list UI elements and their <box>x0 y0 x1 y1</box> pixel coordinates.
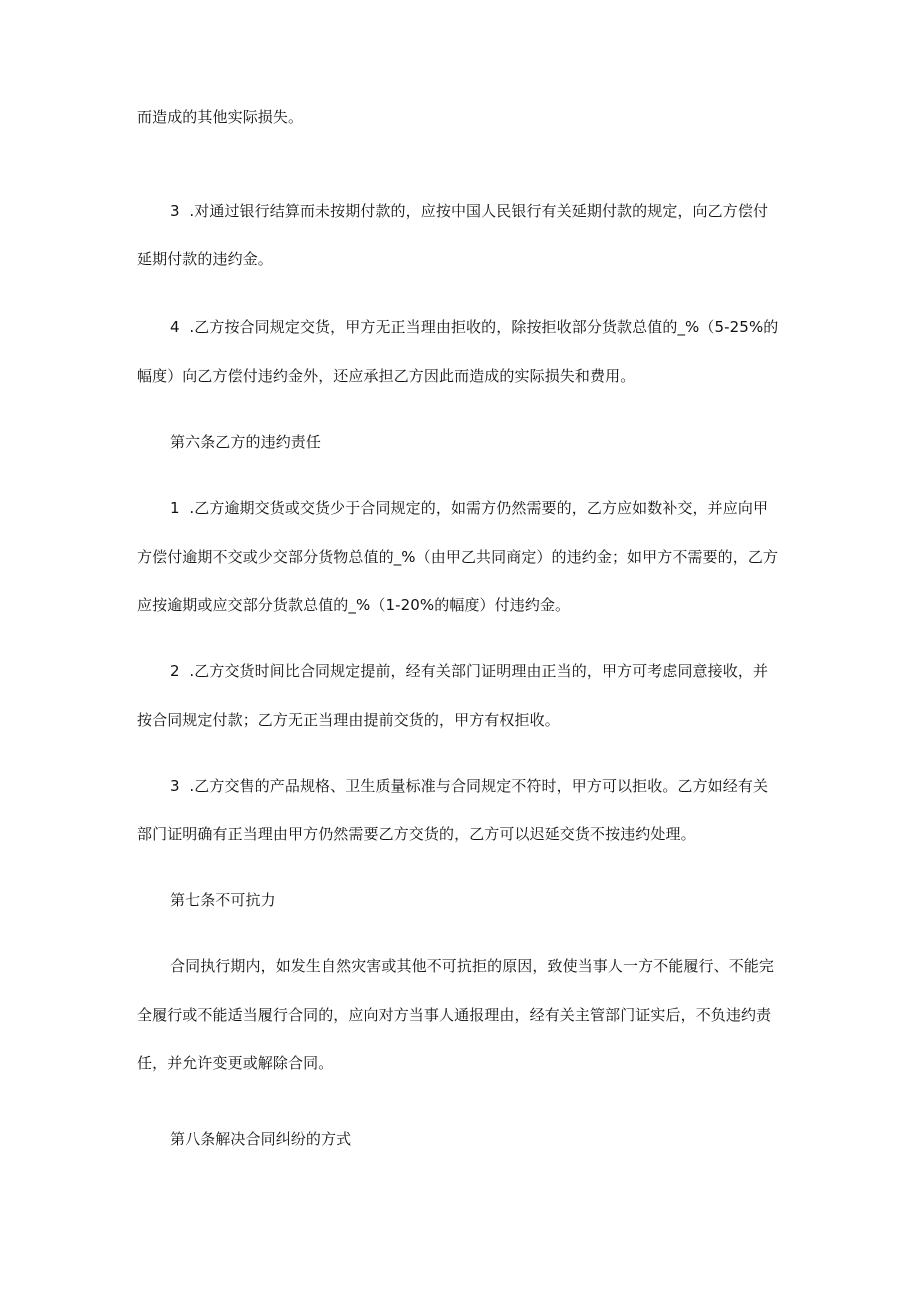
paragraph-line: 幅度）向乙方偿付违约金外，还应承担乙方因此而造成的实际损失和费用。 <box>137 367 636 385</box>
paragraph-line: 全履行或不能适当履行合同的，应向对方当事人通报理由，经有关主管部门证实后，不负违约责 <box>137 1006 772 1024</box>
section-heading: 第七条不可抗力 <box>170 891 276 909</box>
paragraph-line: 应按逾期或应交部分货款总值的_%（1-20%的幅度）付违约金。 <box>137 596 571 614</box>
section-heading: 第六条乙方的违约责任 <box>170 433 322 451</box>
paragraph-line: 任，并允许变更或解除合同。 <box>137 1054 334 1072</box>
paragraph-line: 方偿付逾期不交或少交部分货物总值的_%（由甲乙共同商定）的违约金；如甲方不需要的，乙方 <box>137 548 779 566</box>
section-heading: 第八条解决合同纠纷的方式 <box>170 1130 352 1148</box>
paragraph-line: 4 .乙方按合同规定交货，甲方无正当理由拒收的，除按拒收部分货款总值的_%（5-25%的 <box>170 318 779 336</box>
paragraph-line: 1 .乙方逾期交货或交货少于合同规定的，如需方仍然需要的，乙方应如数补交，并应向甲 <box>170 499 769 517</box>
paragraph-line: 合同执行期内，如发生自然灾害或其他不可抗拒的原因，致使当事人一方不能履行、不能完 <box>170 957 775 975</box>
paragraph-line: 3 .乙方交售的产品规格、卫生质量标准与合同规定不符时，甲方可以拒收。乙方如经有关 <box>170 777 769 795</box>
paragraph-line: 部门证明确有正当理由甲方仍然需要乙方交货的，乙方可以迟延交货不按违约处理。 <box>137 825 696 843</box>
paragraph-line: 而造成的其他实际损失。 <box>137 108 304 126</box>
paragraph-line: 延期付款的违约金。 <box>137 250 273 268</box>
paragraph-line: 3 .对通过银行结算而未按期付款的，应按中国人民银行有关延期付款的规定，向乙方偿付 <box>170 202 769 220</box>
paragraph-line: 2 .乙方交货时间比合同规定提前，经有关部门证明理由正当的，甲方可考虑同意接收，并 <box>170 662 769 680</box>
paragraph-line: 按合同规定付款；乙方无正当理由提前交货的，甲方有权拒收。 <box>137 711 560 729</box>
